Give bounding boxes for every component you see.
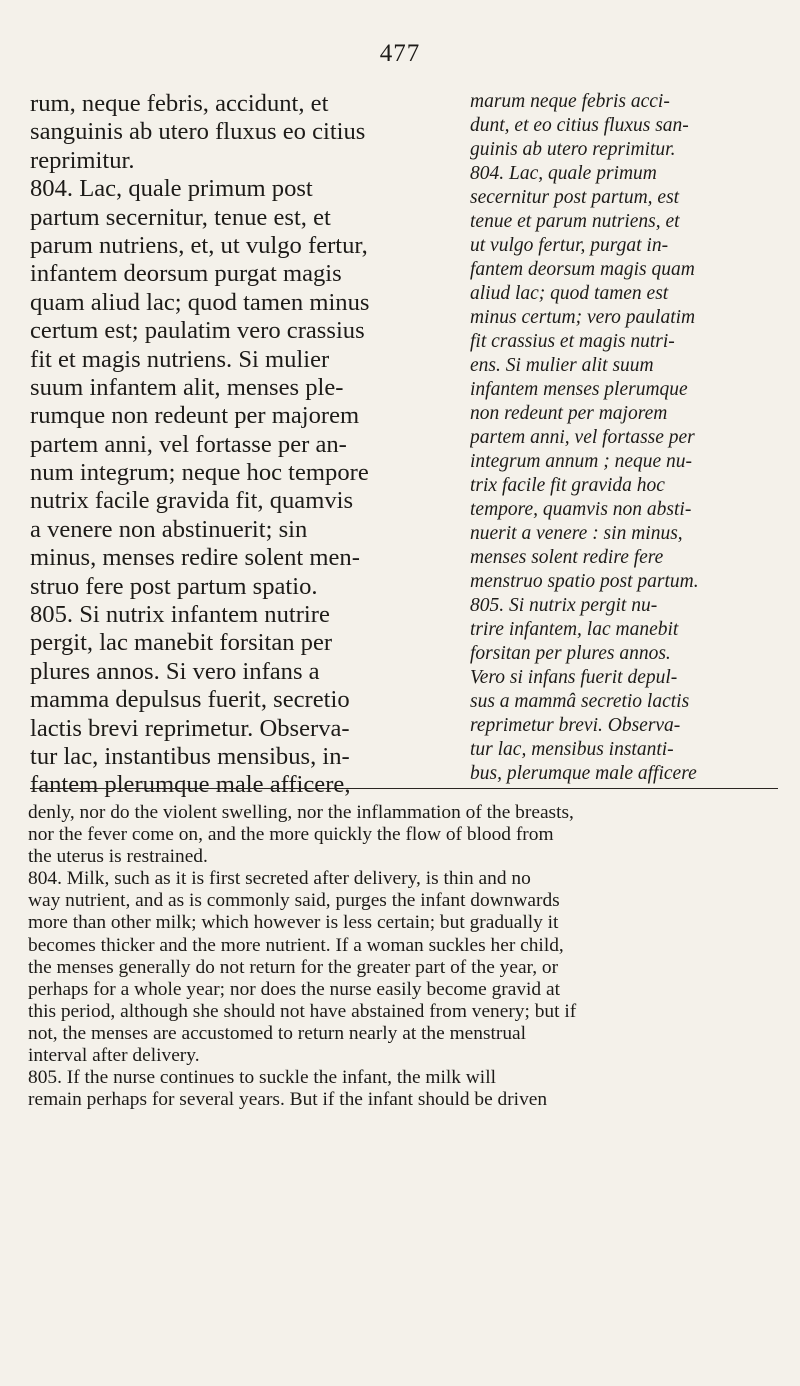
latin-italic-text-line: partem anni, vel fortasse per xyxy=(470,427,695,448)
latin-text-line: plures annos. Si vero infans a xyxy=(30,657,320,685)
horizontal-rule xyxy=(30,788,778,789)
latin-italic-text-line: reprimetur brevi. Observa- xyxy=(470,715,681,736)
latin-text-line: num integrum; neque hoc tempore xyxy=(30,459,369,487)
latin-text-line: a venere non abstinuerit; sin xyxy=(30,515,308,543)
latin-italic-text-column xyxy=(470,90,778,786)
latin-text-line: struo fere post partum spatio. xyxy=(30,572,318,600)
latin-italic-text-line: guinis ab utero reprimitur. xyxy=(470,139,676,160)
latin-italic-text-line: secernitur post partum, est xyxy=(470,187,680,208)
latin-italic-text-line: 805. Si nutrix pergit nu- xyxy=(470,595,658,616)
latin-text-line: minus, menses redire solent men- xyxy=(30,544,360,572)
latin-text-line: rum, neque febris, accidunt, et xyxy=(30,90,329,117)
latin-text-line: partem anni, vel fortasse per an- xyxy=(30,430,347,458)
translation-text-line: nor the fever come on, and the more quickly the flow of blood from xyxy=(28,824,554,846)
latin-text-line: partum secernitur, tenue est, et xyxy=(30,203,331,231)
latin-text-line: lactis brevi reprimetur. Observa- xyxy=(30,714,350,742)
translation-text-line: the menses generally do not return for the greater part of the year, or xyxy=(28,956,559,978)
latin-italic-text-line: nuerit a venere : sin minus, xyxy=(470,523,683,544)
latin-italic-text-line: marum neque febris acci- xyxy=(470,91,670,112)
latin-italic-text-line: fantem deorsum magis quam xyxy=(470,259,695,280)
latin-italic-text-line: ut vulgo fertur, purgat in- xyxy=(470,235,669,256)
latin-italic-text-line: aliud lac; quod tamen est xyxy=(470,283,669,304)
latin-italic-text-line: 804. Lac, quale primum xyxy=(470,163,657,184)
latin-text-line: reprimitur. xyxy=(30,146,135,174)
latin-text-line: fit et magis nutriens. Si mulier xyxy=(30,345,330,373)
latin-italic-text-line: ens. Si mulier alit suum xyxy=(470,355,654,376)
latin-text-line: parum nutriens, et, ut vulgo fertur, xyxy=(30,231,368,259)
latin-italic-text-line: fit crassius et magis nutri- xyxy=(470,331,675,352)
latin-italic-text-line: dunt, et eo citius fluxus san- xyxy=(470,115,689,136)
latin-italic-text-line: tempore, quamvis non absti- xyxy=(470,499,692,520)
latin-italic-text-line: integrum annum ; neque nu- xyxy=(470,451,693,472)
latin-text-line: nutrix facile gravida fit, quamvis xyxy=(30,487,354,515)
latin-italic-text-line: sus a mammâ secretio lactis xyxy=(470,691,690,712)
translation-text-line: 804. Milk, such as it is first secreted after delivery, is thin and no xyxy=(28,868,531,890)
translation-text-line: this period, although she should not have abstained from venery; but if xyxy=(28,1000,577,1022)
translation-text-line: not, the menses are accustomed to return nearly at the menstrual xyxy=(28,1022,527,1044)
latin-text-line: rumque non redeunt per majorem xyxy=(30,402,360,430)
latin-italic-text-line: non redeunt per majorem xyxy=(470,403,668,424)
latin-text-line: fantem plerumque male afficere, xyxy=(30,771,351,799)
translation-text-line: becomes thicker and the more nutrient. If a woman suckles her child, xyxy=(28,934,564,956)
latin-italic-text-line: minus certum; vero paulatim xyxy=(470,307,696,328)
translation-text-line: way nutrient, and as is commonly said, purges the infant downwards xyxy=(28,890,560,912)
translation-text-line: denly, nor do the violent swelling, nor the inflammation of the breasts, xyxy=(28,802,574,823)
latin-text-line: mamma depulsus fuerit, secretio xyxy=(30,686,350,714)
latin-italic-text-line: trire infantem, lac manebit xyxy=(470,619,679,640)
latin-italic-text-line: bus, plerumque male afficere xyxy=(470,763,697,784)
latin-italic-text-line: Vero si infans fuerit depul- xyxy=(470,667,678,688)
latin-text-line: 805. Si nutrix infantem nutrire xyxy=(30,601,330,629)
latin-italic-text-line: tur lac, mensibus instanti- xyxy=(470,739,674,760)
latin-text-line: sanguinis ab utero fluxus eo citius xyxy=(30,118,366,146)
latin-italic-text-line: trix facile fit gravida hoc xyxy=(470,475,665,496)
latin-text-line: certum est; paulatim vero crassius xyxy=(30,317,365,345)
translation-text-line: 805. If the nurse continues to suckle the infant, the milk will xyxy=(28,1067,496,1089)
latin-italic-text-line: forsitan per plures annos. xyxy=(470,643,671,664)
latin-italic-text-line: menses solent redire fere xyxy=(470,547,664,568)
latin-text-column xyxy=(30,90,450,800)
latin-text-line: infantem deorsum purgat magis xyxy=(30,260,342,288)
latin-text-line: suum infantem alit, menses ple- xyxy=(30,373,344,401)
latin-italic-text-line: infantem menses plerumque xyxy=(470,379,688,400)
latin-text-line: tur lac, instantibus mensibus, in- xyxy=(30,742,350,770)
latin-text-line: 804. Lac, quale primum post xyxy=(30,175,313,203)
translation-text-line: the uterus is restrained. xyxy=(28,846,208,868)
translation-text-line: interval after delivery. xyxy=(28,1045,200,1067)
latin-text-line: pergit, lac manebit forsitan per xyxy=(30,629,333,657)
latin-italic-text-line: menstruo spatio post partum. xyxy=(470,571,699,592)
translation-text-line: perhaps for a whole year; nor does the nurse easily become gravid at xyxy=(28,978,560,1000)
latin-italic-text-line: tenue et parum nutriens, et xyxy=(470,211,680,232)
page-number: 477 xyxy=(379,40,421,67)
translation-text-line: more than other milk; which however is less certain; but gradually it xyxy=(28,912,559,934)
latin-text-line: quam aliud lac; quod tamen minus xyxy=(30,288,370,316)
english-translation xyxy=(28,802,784,1111)
translation-text-line: remain perhaps for several years. But if the infant should be driven xyxy=(28,1089,548,1111)
